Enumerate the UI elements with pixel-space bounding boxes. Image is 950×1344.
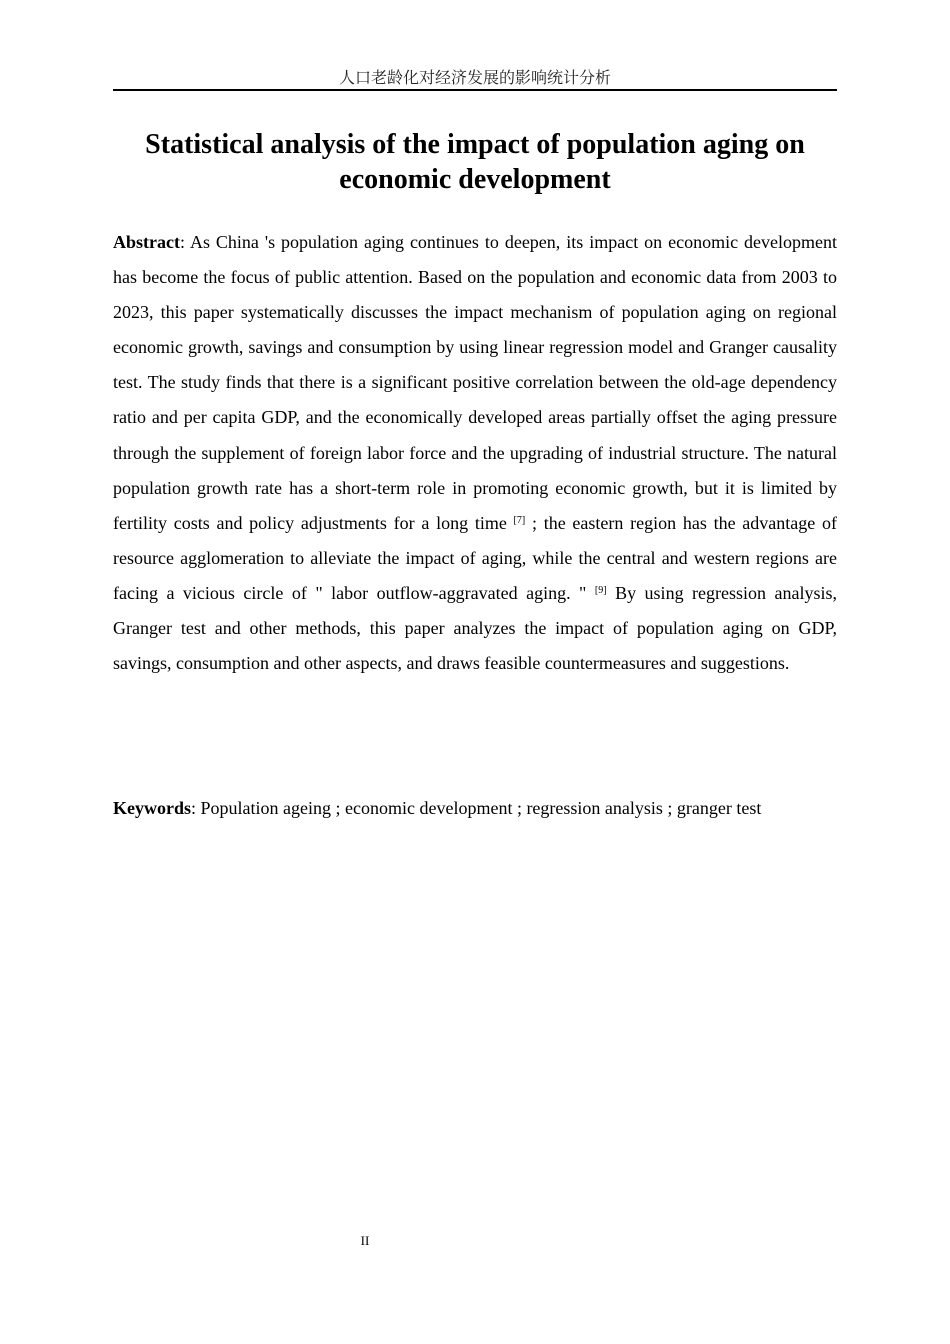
abstract-paragraph: [113, 225, 837, 681]
keywords-text: Population ageing ; economic development ; regression analysis ; granger test: [200, 798, 762, 818]
keywords-label-separator: :: [191, 798, 201, 818]
page-number: II: [360, 1233, 370, 1248]
citation-9[interactable]: [9]: [594, 584, 607, 596]
abstract-label-separator: :: [179, 232, 190, 252]
keywords-line: [113, 791, 837, 826]
running-header: 人口老龄化对经济发展的影响统计分析: [338, 68, 611, 87]
abstract-label: Abstract: [113, 232, 180, 252]
header-divider: [113, 89, 837, 91]
keywords-label: Keywords: [113, 798, 191, 818]
paper-title: Statistical analysis of the impact of population aging on economic development: [145, 129, 805, 195]
abstract-text-part-2: ; the eastern region has the advantage of resource agglomeration to alleviate the impact of aging, while the central and western regions are facing a vicious circle of " labor outflow-aggravated aging. ": [113, 512, 837, 603]
abstract-text-part-1: As China 's population aging continues to deepen, its impact on economic development has become the focus of public attention. Based on the population and economic data from 2003 to 2023, this paper systematically discusses the impact mechanism of population aging on regional economic growth, savings and consumption by using linear regression model and Granger causality test. The study finds that there is a significant positive correlation between the old-age dependency ratio and per capita GDP, and the economically developed areas partially offset the aging pressure through the supplement of foreign labor force and the upgrading of industrial structure. The natural population growth rate has a short-term role in promoting economic growth, but it is limited by fertility costs and policy adjustments for a long time: [113, 232, 837, 533]
abstract-text-part-3: By using regression analysis, Granger test and other methods, this paper analyzes the impact of population aging on GDP, savings, consumption and other aspects, and draws feasible countermeasures and suggestions.: [113, 582, 838, 674]
citation-7[interactable]: [7]: [513, 514, 526, 526]
